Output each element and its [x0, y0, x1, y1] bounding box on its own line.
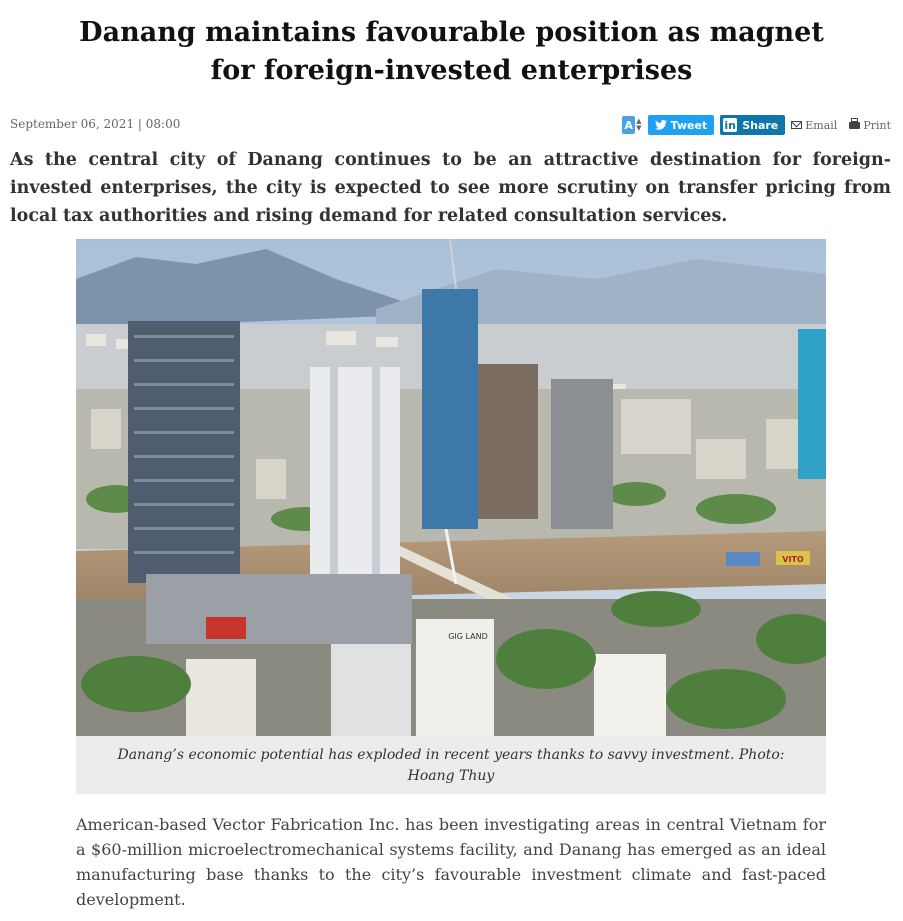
article-headline: Danang maintains favourable position as magnet for foreign-invested enterprises: [79, 17, 824, 86]
font-size-arrows-icon: ▲ ▼: [636, 117, 642, 132]
email-label: Email: [805, 118, 838, 132]
tweet-label: Tweet: [670, 118, 708, 132]
email-link[interactable]: [791, 119, 837, 132]
article-photo: [76, 239, 826, 736]
danang-skyline-illustration: [76, 239, 826, 736]
share-label: Share: [742, 118, 779, 132]
article-body-paragraph: American-based Vector Fabrication Inc. has been investigating areas in central Vietnam for a $60-million microelectromechanical systems facility, and Danang has emerged as an ideal manufacturing base thanks to the city’s favourable investment climate and fast-paced development.: [76, 815, 826, 909]
photo-caption: Danang’s economic potential has exploded in recent years thanks to savvy investment. Photo: Hoang Thuy: [76, 736, 826, 794]
share-toolbar: [622, 115, 891, 135]
tweet-button[interactable]: [648, 115, 715, 135]
article-dateline: September 06, 2021 | 08:00: [10, 117, 181, 131]
linkedin-share-button[interactable]: [720, 115, 785, 135]
linkedin-icon: in: [724, 118, 736, 132]
article-lead: As the central city of Danang continues to be an attractive destination for foreign-invested enterprises, the city is expected to see more scrutiny on transfer pricing from local tax authorities and rising demand for related consultation services.: [10, 150, 891, 226]
envelope-icon: [791, 121, 802, 129]
print-label: Print: [863, 118, 891, 132]
gig-land-sign-text: GIG LAND: [448, 632, 488, 641]
print-link[interactable]: [849, 119, 891, 132]
twitter-bird-icon: [655, 120, 667, 130]
font-size-control[interactable]: [622, 116, 641, 134]
printer-icon: [849, 122, 860, 129]
vito-sign-text: VITO: [782, 555, 804, 564]
font-size-icon: A: [622, 116, 635, 134]
